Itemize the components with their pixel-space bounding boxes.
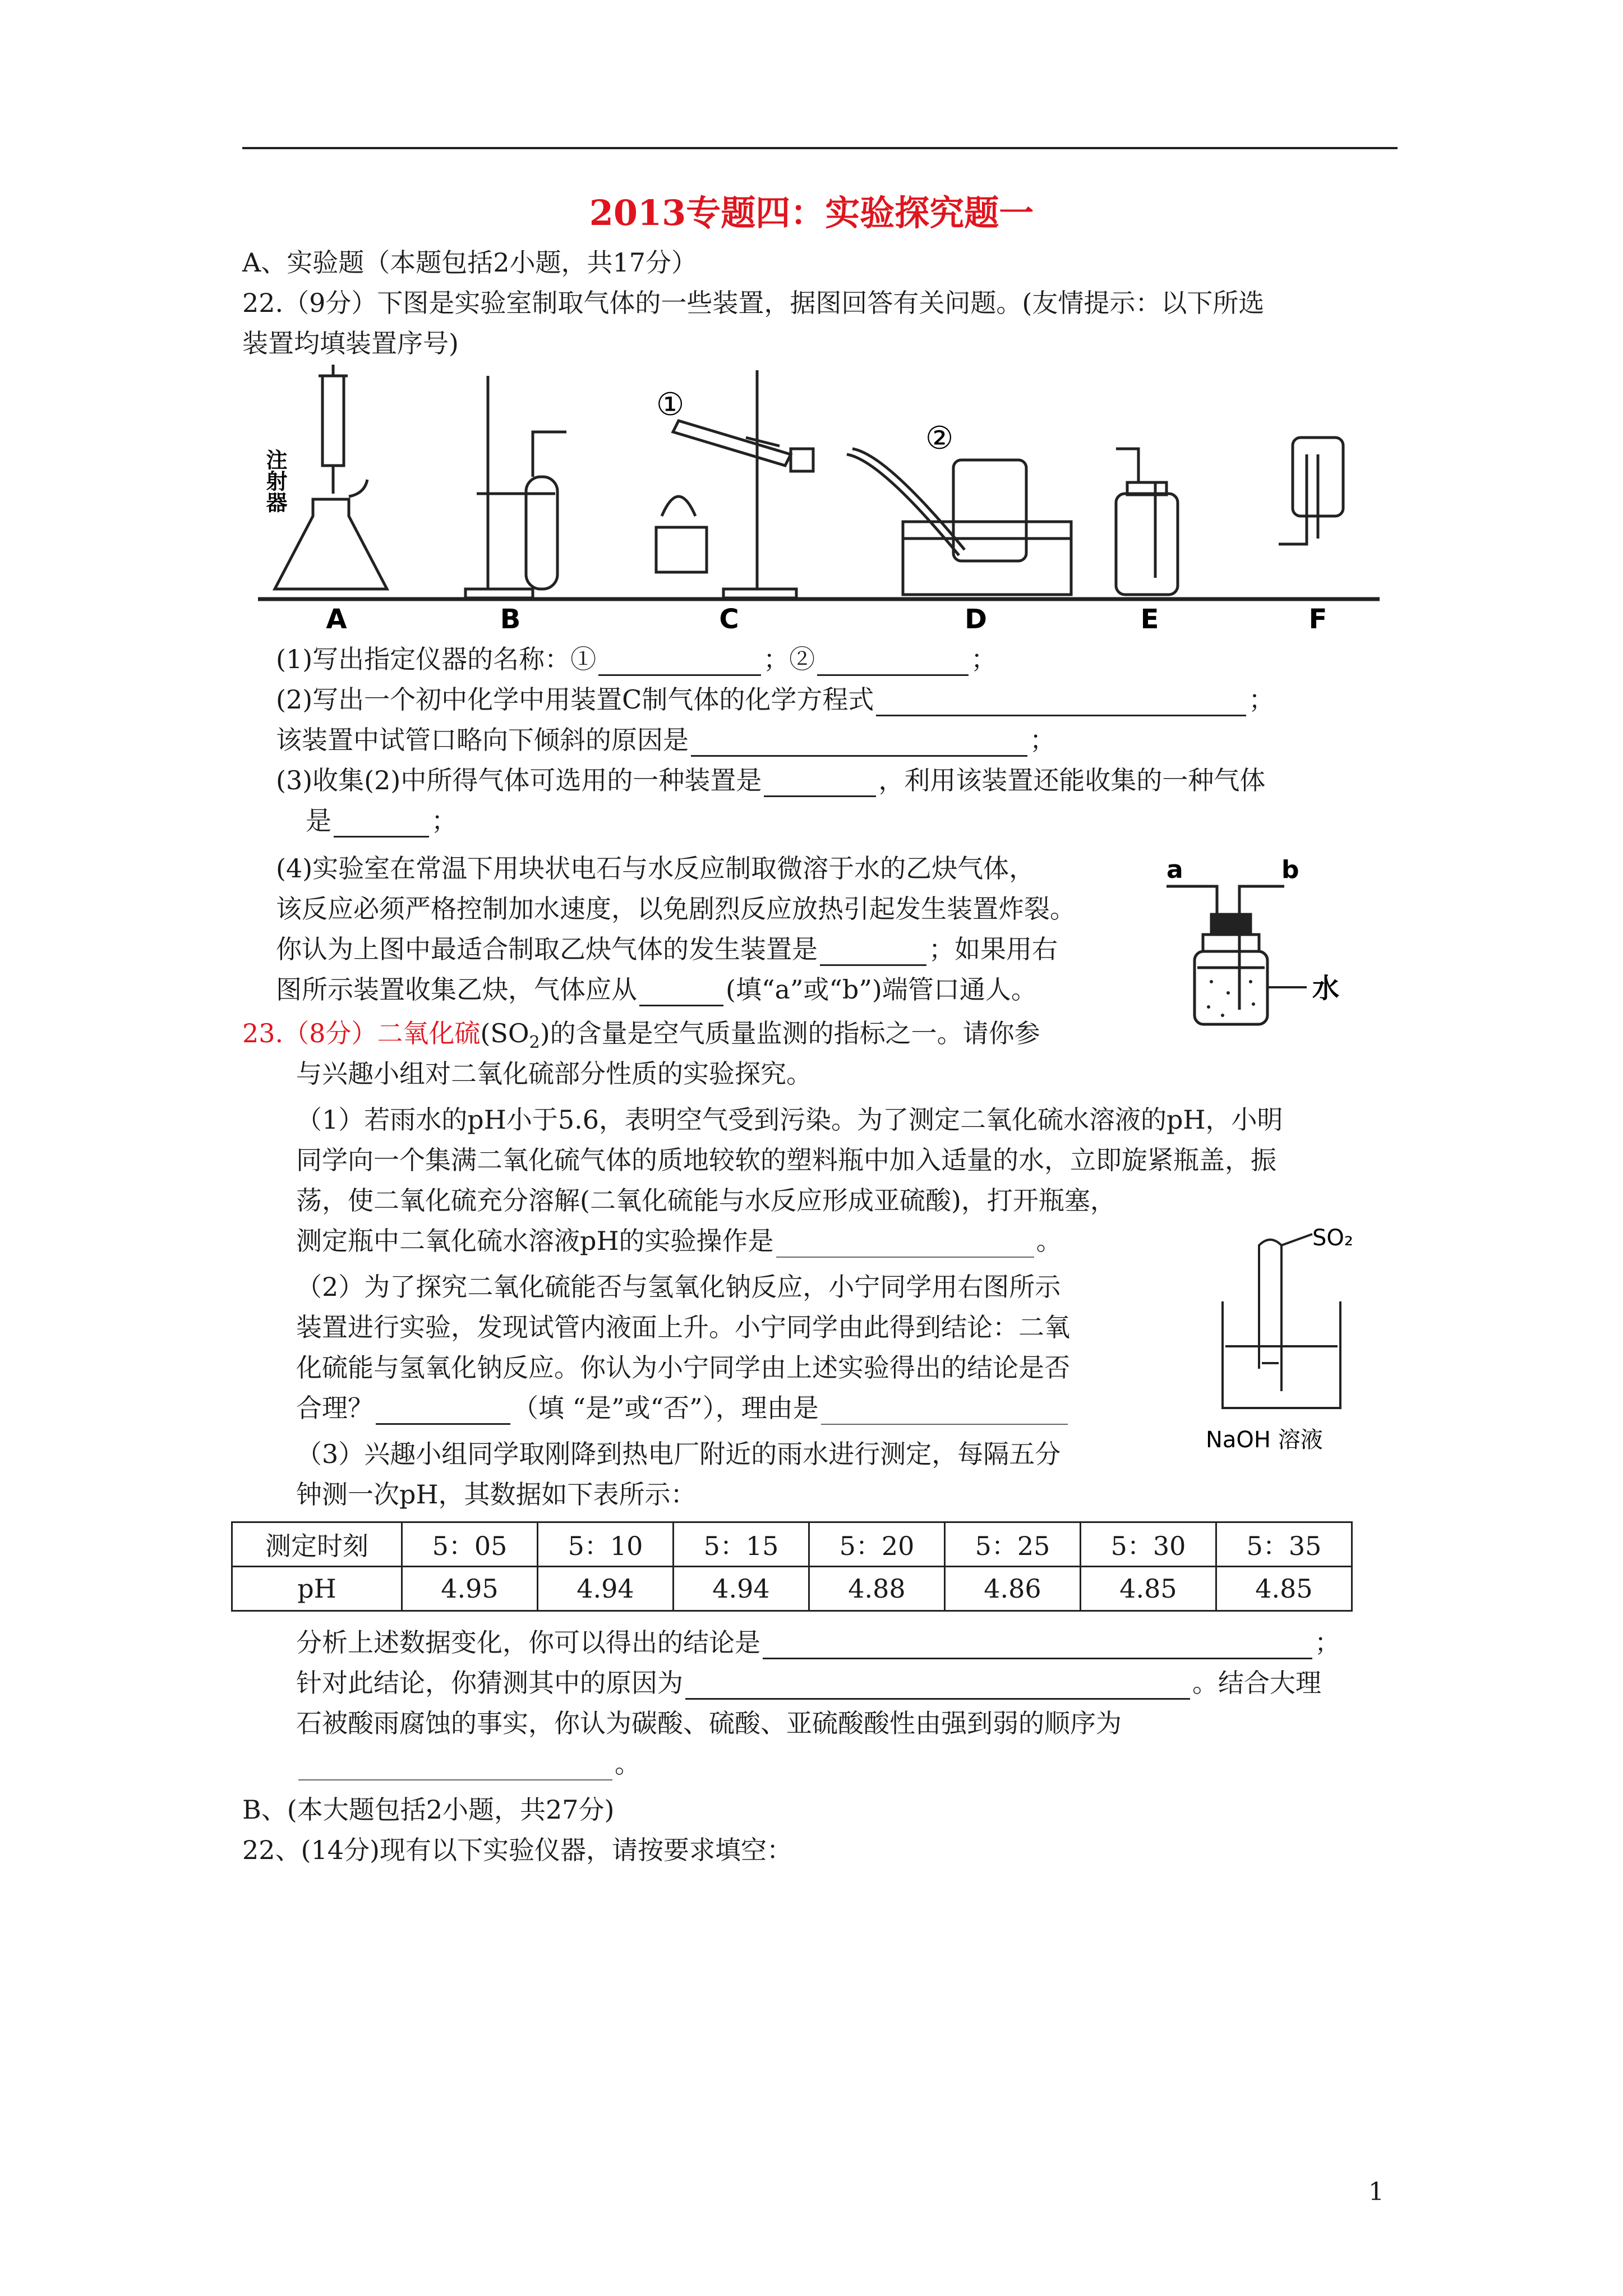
q22-p4-line1: (4)实验室在常温下用块状电石与水反应制取微溶于水的乙炔气体，	[276, 853, 1035, 884]
answer-blank[interactable]	[764, 769, 876, 797]
answer-blank[interactable]	[298, 1752, 612, 1780]
marker-2: ②	[925, 420, 954, 457]
table-cell: 4.94	[674, 1567, 809, 1611]
q23-s1-l4: 测定瓶中二氧化硫水溶液pH的实验操作是 。	[296, 1224, 1062, 1258]
table-cell: 5：35	[1216, 1522, 1352, 1567]
syringe-label: 注射器	[262, 449, 287, 513]
answer-blank[interactable]	[876, 688, 1246, 716]
answer-blank[interactable]	[598, 647, 761, 676]
table-cell: 5：15	[674, 1522, 809, 1567]
label-E: E	[1140, 604, 1159, 634]
answer-blank[interactable]	[820, 937, 926, 966]
answer-blank[interactable]	[821, 1397, 1068, 1425]
label-F: F	[1308, 604, 1327, 634]
q23-line2: 与兴趣小组对二氧化硫部分性质的实验探究。	[296, 1059, 812, 1089]
header-rule	[242, 147, 1398, 149]
q23-s1-l1: （1）若雨水的pH小于5.6，表明空气受到污染。为了测定二氧化硫水溶液的pH，小明	[296, 1105, 1283, 1135]
table-cell: 4.94	[538, 1567, 674, 1611]
table-cell: 5：10	[538, 1522, 674, 1567]
page-title: 2013专题四：实验探究题一	[589, 192, 1034, 233]
q22-p3b: 是 ；	[306, 804, 457, 838]
table-cell: 4.85	[1216, 1567, 1352, 1611]
label-A: A	[326, 604, 347, 634]
table-cell: 5：20	[809, 1522, 945, 1567]
q23-a1: 分析上述数据变化，你可以得出的结论是 ；	[296, 1626, 1340, 1659]
q22-line2: 装置均填装置序号)	[242, 328, 459, 358]
qb22-line: 22、(14分)现有以下实验仪器，请按要求填空：	[242, 1835, 792, 1865]
section-a-heading: A、实验题（本题包括2小题，共17分）	[242, 247, 698, 278]
q22-p3: (3)收集(2)中所得气体可选用的一种装置是 ，利用该装置还能收集的一种气体	[276, 763, 1265, 797]
q23-s3-l1: （3）兴趣小组同学取刚降到热电厂附近的雨水进行测定，每隔五分	[296, 1439, 1061, 1469]
table-cell: 4.88	[809, 1567, 945, 1611]
q23-s1-l3: 荡，使二氧化硫充分溶解(二氧化硫能与水反应形成亚硫酸)，打开瓶塞，	[296, 1185, 1116, 1216]
table-cell: 测定时刻	[232, 1522, 402, 1567]
label-C: C	[719, 604, 739, 634]
q22-p4-line4: 图所示装置收集乙炔，气体应从 (填“a”或“b”)端管口通人。	[276, 973, 1037, 1006]
q22-p1: (1)写出指定仪器的名称：① ；② ；	[276, 642, 997, 676]
q23-s2-l2: 装置进行实验，发现试管内液面上升。小宁同学由此得到结论：二氧	[296, 1312, 1070, 1342]
answer-blank[interactable]	[376, 1396, 510, 1425]
water-label: 水	[1312, 973, 1340, 1004]
q23-a3: 石被酸雨腐蚀的事实，你认为碳酸、硫酸、亚硫酸酸性由强到弱的顺序为	[296, 1708, 1122, 1738]
q23-s3-l2: 钟测一次pH，其数据如下表所示：	[296, 1479, 697, 1510]
page-number: 1	[1368, 2178, 1384, 2206]
so2-naoh-figure	[1200, 1223, 1413, 1470]
apparatus-figure	[252, 365, 1385, 634]
section-b-heading: B、(本大题包括2小题，共27分)	[242, 1795, 615, 1825]
table-cell: 5：25	[945, 1522, 1081, 1567]
q23-s2-l3: 化硫能与氢氧化钠反应。你认为小宁同学由上述实验得出的结论是否	[296, 1352, 1070, 1383]
so2-label: SO₂	[1312, 1225, 1353, 1251]
table-row	[232, 1522, 1352, 1567]
answer-blank[interactable]	[776, 1230, 1034, 1258]
table-row	[232, 1567, 1352, 1611]
table-cell: 4.95	[402, 1567, 538, 1611]
q22-line1: 22.（9分）下图是实验室制取气体的一些装置，据图回答有关问题。(友情提示：以下所选	[242, 288, 1265, 318]
table-cell: 4.85	[1081, 1567, 1216, 1611]
ph-table	[231, 1521, 1353, 1612]
q22-p2b: 该装置中试管口略向下倾斜的原因是 ；	[276, 723, 1055, 757]
answer-blank[interactable]	[639, 978, 723, 1006]
answer-blank[interactable]	[817, 647, 969, 676]
answer-blank[interactable]	[691, 728, 1027, 757]
label-B: B	[500, 604, 521, 634]
answer-blank[interactable]	[763, 1631, 1312, 1659]
collection-bottle-figure	[1155, 853, 1413, 1032]
q22-p4-line2: 该反应必须严格控制加水速度，以免剧烈反应放热引起发生装置炸裂。	[276, 894, 1076, 924]
q22-p4-line3: 你认为上图中最适合制取乙炔气体的发生装置是 ；如果用右	[276, 932, 1058, 966]
q23-a2: 针对此结论，你猜测其中的原因为 。结合大理	[296, 1666, 1321, 1700]
q23-line1: 23.（8分）二氧化硫$(SO_2)$的含量是空气质量监测的指标之一。请你参	[242, 1018, 1040, 1053]
q22-p2: (2)写出一个初中化学中用装置C制气体的化学方程式 ；	[276, 683, 1274, 716]
answer-blank[interactable]	[685, 1671, 1190, 1700]
table-cell: 5：30	[1081, 1522, 1216, 1567]
label-D: D	[965, 604, 987, 634]
q23-a4: 。	[296, 1747, 640, 1780]
marker-1: ①	[656, 386, 685, 423]
naoh-label: NaOH 溶液	[1206, 1427, 1323, 1453]
port-a-label: a	[1166, 855, 1183, 884]
q23-s2-l1: （2）为了探究二氧化硫能否与氢氧化钠反应，小宁同学用右图所示	[296, 1272, 1061, 1302]
table-cell: pH	[232, 1567, 402, 1611]
table-cell: 4.86	[945, 1567, 1081, 1611]
q23-s2-l4: 合理？ （填 “是”或“否”），理由是	[296, 1391, 1070, 1425]
answer-blank[interactable]	[334, 809, 429, 838]
table-cell: 5：05	[402, 1522, 538, 1567]
port-b-label: b	[1281, 855, 1299, 884]
q23-s1-l2: 同学向一个集满二氧化硫气体的质地较软的塑料瓶中加入适量的水，立即旋紧瓶盖，振	[296, 1145, 1276, 1175]
